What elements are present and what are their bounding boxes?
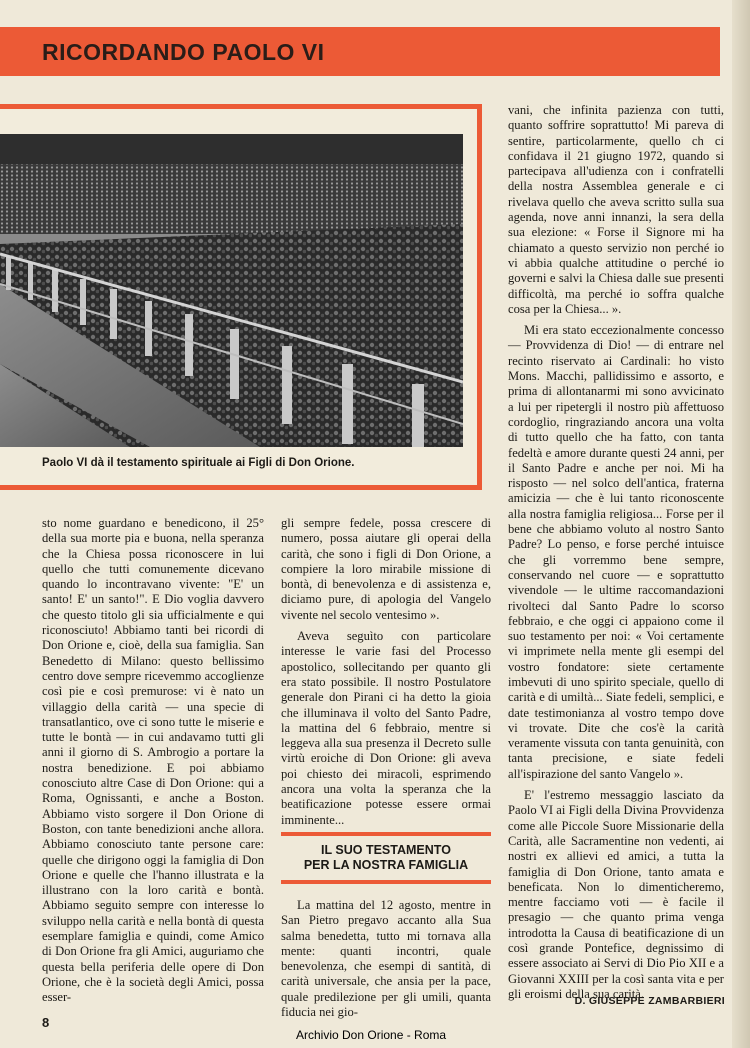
article-column-3 <box>508 103 724 1008</box>
paragraph: Mi era stato eccezionalmente concesso — Provvidenza di Dio! — di entrare nel recinto riservato ai Cardinali: ho visto Mons. Macchi, pallidissimo e assorto, e prima di allontanarmi mi sono avvicinato a lui per ripetergli il nostro più affettuoso cordoglio, ringraziando ancora una volta di tutto quello che ha fatto, con tanta fedeltà e amore durante questi 24 anni, per il Santo Padre e anche per noi. Mi ha risposto — nel solco dell'antica, fraterna amicizia — che è lui tanto riconoscente alla nostra famiglia religiosa... Forse per il bene che abbiamo voluto al nostro Santo Padre? Lo penso, e forse perché intuisce che gli vorremmo bene sempre, conservando nel cuore — e soprattutto vivendole — le ultime raccomandazioni rivolteci dal Santo Padre lo scorso febbraio, e che oggi ci appaiono come il suo testamento per noi: « Voi certamente vi imprimete nella mente gli esempi del vostro fondatore: siete certamente imbevuti di uno spirito speciale, quello di carità e di umiltà... Siate fedeli, semplici, e date testimonianza al vostro tempo dove vi trovate. Dite che cos'è la carità veramente vissuta con tanta genuinità, con tanta precisione, e siate fedeli all'ispirazione del santo Vangelo ». <box>508 323 724 781</box>
header-banner <box>0 27 720 76</box>
paragraph: E' l'estremo messaggio lasciato da Paolo VI ai Figli della Divina Provvidenza come alle Piccole Suore Missionarie della Carità, alle Sacramentine non vedenti, ai nostri ex allievi ed amici, a tutta la famiglia di Don Orione, tanto amata e beneficata. Non lo dimenticheremo, mentre facciamo voti — è facile il presagio — che quanto prima venga introdotta la Causa di beatificazione di un così grande Pontefice, degnissimo di essere associato ai Servi di Dio Pio XII e a Giovanni XXIII per la così santa vita e per gli eroismi della sua carità. <box>508 788 724 1001</box>
article-column-1 <box>42 516 264 1012</box>
article-column-2 <box>281 516 491 834</box>
page-edge <box>732 0 750 1048</box>
photo-frame <box>0 104 482 490</box>
paragraph: La mattina del 12 agosto, mentre in San Pietro pregavo accanto alla Sua salma benedetta, tutto mi tornava alla mente: quanti incontri, quale benevolenza, che esempi di santità, di carità universale, che ansia per la pace, quale predilezione per gli umili, quanta fiducia nei gio- <box>281 898 491 1020</box>
archive-footer: Archivio Don Orione - Roma <box>296 1028 447 1042</box>
crowd-photo-illustration <box>0 134 463 447</box>
article-column-2-continued <box>281 898 491 1026</box>
paragraph: gli sempre fedele, possa crescere di numero, possa aiutare gli operai della carità, che sono i figli di Don Orione, a compiere la loro mirabile missione di bontà, di benevolenza e di assistenza e, diciamo pure, di apologia del Vangelo vivente nel secolo ventesimo ». <box>281 516 491 622</box>
subheading: IL SUO TESTAMENTO PER LA NOSTRA FAMIGLIA <box>303 843 469 872</box>
page-number: 8 <box>42 1015 50 1030</box>
paragraph: vani, che infinita pazienza con tutti, quanto soffrire soprattutto! Mi pareva di sentire, particolarmente, quello ch ci confidava il 21 giugno 1972, quando si partecipava all'udienza con i confratelli della nostra Assemblea generale e ci rivelava quello che aveva scritto sulla sua agenda, nove anni innanzi, la sera della sua elezione: « Forse il Signore mi ha chiamato a questo servizio non perché io vi abbia qualche attitudine o perché io governi e salvi la Chiesa dalle sue presenti difficoltà, ma perché io soffra qualche cosa per la Chiesa... ». <box>508 103 724 316</box>
page-title: RICORDANDO PAOLO VI <box>42 39 325 65</box>
subheading-box <box>281 832 491 884</box>
audience-photo <box>0 134 463 447</box>
photo-caption: Paolo VI dà il testamento spirituale ai Figli di Don Orione. <box>42 457 355 469</box>
paragraph: sto nome guardano e benedicono, il 25° della sua morte pia e buona, nella speranza che la Chiesa possa riconoscere in lui quello che tutti comunemente dicevano quando lo incontravano vivente: "E' un santo! E' un santo!". E Dio voglia davvero che questo titolo gli sia ufficialmente e qui riconosciuto! Abbiamo tanti bei ricordi di Don Orione e, cioè, della sua famiglia. San Benedetto di Milano: questo bellissimo centro dove sempre ricevemmo accoglienze così pie e così premurose: vi è nato un villaggio della carità — una specie di transatlantico, ove ci sono tutte le miserie e tutte le bontà — in cui andavamo tutti gli anni il giorno di S. Ambrogio a portare la nostra benedizione. E poi abbiamo conosciuto altre Case di Don Orione: qui a Roma, Ognissanti, e anche a Boston. Abbiamo visto sorgere il Don Orione di Boston, con tante benedizioni anche allora. Abbiamo conosciuto tante persone care: quelle che dirigono oggi la famiglia di Don Orione e quelle che l'hanno illustrata e la illustrano con la loro carità e bontà. Abbiamo seguito sempre con interesse lo sviluppo nella carità e nella bontà di questa esemplare famiglia e quindi, come Amico di Don Orione fra gli Amici, auguriamo che questa bella periferia delle opere di Don Orione, che è la società degli Amici, possa esser- <box>42 516 264 1005</box>
paragraph: Aveva seguìto con particolare interesse le varie fasi del Processo apostolico, sollecitando per quanto gli era stato possibile. Il nostro Postulatore generale don Pirani ci ha detto la gioia che illuminava il volto del Santo Padre, la mattina del 6 febbraio, mentre si leggeva alla sua presenza il Decreto sulle virtù eroiche di Don Orione: gli aveva poi chiesto dei miracoli, esprimendo ancora una volta la speranza che la beatificazione potesse essere ormai imminente... <box>281 629 491 827</box>
author-signature: D. GIUSEPPE ZAMBARBIERI <box>574 995 725 1007</box>
